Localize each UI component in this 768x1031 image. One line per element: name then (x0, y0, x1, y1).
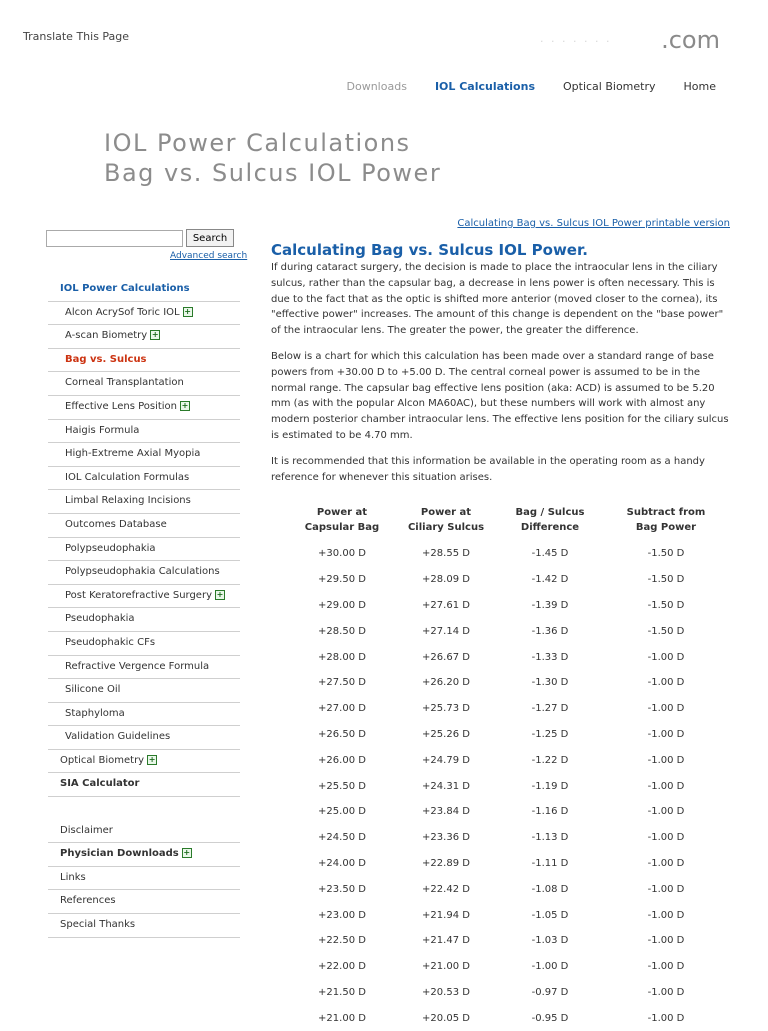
cell-difference: -1.00 D (531, 961, 569, 973)
sidebar-item-label: Validation Guidelines (65, 731, 171, 743)
nav-iol-calculations[interactable]: IOL Calculations (434, 80, 535, 93)
cell-subtract: -1.00 D (647, 703, 685, 715)
cell-sulcus-power: +27.61 D (422, 599, 470, 611)
sidebar-item-label: Limbal Relaxing Incisions (65, 495, 191, 507)
sidebar-item-staphyloma[interactable] (48, 703, 240, 727)
table-row (290, 902, 730, 928)
table-row (290, 876, 730, 902)
cell-subtract: -1.50 D (647, 574, 685, 586)
sidebar-item-disclaimer[interactable] (48, 820, 240, 844)
table-row (290, 541, 730, 567)
cell-bag-power: +22.00 D (318, 961, 366, 973)
sidebar-item-bag-vs-sulcus[interactable] (48, 349, 240, 373)
sidebar-item-refractive-vergence-formula[interactable] (48, 656, 240, 680)
sidebar-item-effective-lens-position[interactable] (48, 396, 240, 420)
cell-subtract: -1.00 D (647, 780, 685, 792)
sidebar-item-validation-guidelines[interactable] (48, 726, 240, 750)
cell-difference: -1.11 D (531, 857, 569, 869)
expand-plus-icon[interactable]: + (181, 400, 189, 410)
table-row (290, 567, 730, 593)
nav-downloads[interactable]: Downloads (346, 80, 407, 93)
cell-bag-power: +25.50 D (318, 780, 366, 792)
cell-difference: -1.08 D (531, 883, 569, 895)
cell-sulcus-power: +24.79 D (422, 754, 470, 766)
sidebar-item-label: Bag vs. Sulcus (65, 353, 147, 365)
table-row (290, 722, 730, 748)
sidebar-item-a-scan-biometry[interactable] (48, 325, 240, 349)
cell-sulcus-power: +26.67 D (422, 651, 470, 663)
header-text: Power at (420, 507, 472, 518)
paragraph-intro: If during cataract surgery, the decision is made to place the intraocular lens in the ciliary sulcus, rather than the capsular bag, a decrease in lens power is often necessary. This is due to the fact that as the optic is shifted more anterior (moved closer to the cornea), its "effective power" increases. The amount of this change is dependent on the "base power" of the intraocular lens. The greater the power, the greater the difference. (271, 262, 724, 337)
sidebar-item-label: References (60, 895, 116, 907)
sidebar-item-pseudophakic-cfs[interactable] (48, 632, 240, 656)
cell-bag-power: +28.50 D (318, 625, 366, 637)
header-text: Bag Power (635, 522, 697, 533)
sidebar-item-optical-biometry[interactable] (48, 750, 240, 774)
cell-bag-power: +24.50 D (318, 832, 366, 844)
cell-subtract: -1.00 D (647, 909, 685, 921)
sidebar-item-label: High-Extreme Axial Myopia (65, 448, 201, 460)
main-content (271, 240, 731, 495)
sidebar-item-label: Alcon AcrySof Toric IOL (65, 306, 180, 318)
page-title-line1: IOL Power Calculations (104, 129, 411, 157)
cell-bag-power: +21.50 D (318, 986, 366, 998)
cell-sulcus-power: +25.73 D (422, 703, 470, 715)
sidebar-nav (48, 278, 240, 938)
cell-bag-power: +23.00 D (318, 909, 366, 921)
article-heading: Calculating Bag vs. Sulcus IOL Power. (271, 241, 588, 259)
sidebar-item-label: Physician Downloads (60, 848, 179, 860)
cell-sulcus-power: +26.20 D (422, 677, 470, 689)
table-row (290, 980, 730, 1006)
sidebar-item-label: Post Keratorefractive Surgery (65, 589, 212, 601)
table-row (290, 928, 730, 954)
cell-bag-power: +21.00 D (318, 1012, 366, 1024)
cell-bag-power: +27.00 D (318, 703, 366, 715)
cell-subtract: -1.00 D (647, 677, 685, 689)
cell-sulcus-power: +22.89 D (422, 857, 470, 869)
sidebar-item-special-thanks[interactable] (48, 914, 240, 938)
cell-subtract: -1.00 D (647, 806, 685, 818)
header-text: Power at (316, 507, 368, 518)
cell-difference: -1.19 D (531, 780, 569, 792)
cell-subtract: -1.00 D (647, 754, 685, 766)
table-header-row (290, 505, 730, 541)
nav-optical-biometry[interactable]: Optical Biometry (563, 80, 656, 93)
cell-bag-power: +29.00 D (318, 599, 366, 611)
cell-subtract: -1.00 D (647, 986, 685, 998)
header-bag-power (290, 505, 394, 541)
cell-sulcus-power: +22.42 D (422, 883, 470, 895)
cell-bag-power: +22.50 D (318, 935, 366, 947)
sidebar-item-label: Refractive Vergence Formula (65, 660, 210, 672)
cell-subtract: -1.50 D (647, 548, 685, 560)
logo-domain-suffix: .com (661, 26, 720, 54)
sidebar-item-polypseudophakia-calculations[interactable] (48, 561, 240, 585)
cell-difference: -1.05 D (531, 909, 569, 921)
expand-plus-icon[interactable]: + (216, 589, 224, 599)
table-row (290, 825, 730, 851)
sidebar-item-alcon-acrysof-toric-iol[interactable] (48, 302, 240, 326)
nav-home[interactable]: Home (683, 80, 716, 93)
header-sulcus-power (394, 505, 498, 541)
translate-link[interactable]: Translate This Page (23, 30, 130, 43)
table-row (290, 670, 730, 696)
sidebar-item-pseudophakia[interactable] (48, 608, 240, 632)
cell-bag-power: +25.00 D (318, 806, 366, 818)
sidebar-item-label: Corneal Transplantation (65, 377, 184, 389)
sidebar-item-links[interactable] (48, 867, 240, 891)
table-row (290, 696, 730, 722)
sidebar-item-label: Pseudophakic CFs (65, 636, 156, 648)
sidebar-item-silicone-oil[interactable] (48, 679, 240, 703)
sidebar-item-label: Optical Biometry (60, 754, 145, 766)
paragraph-recommendation: It is recommended that this information be available in the operating room as a handy reference for whenever this situation arises. (271, 455, 705, 483)
sidebar-item-label: Staphyloma (65, 707, 125, 719)
cell-subtract: -1.00 D (647, 883, 685, 895)
cell-difference: -1.45 D (531, 548, 569, 560)
cell-difference: -1.22 D (531, 754, 569, 766)
cell-subtract: -1.00 D (647, 1012, 685, 1024)
logo-name-faded: · · · · · · · (540, 35, 612, 48)
table-row (290, 644, 730, 670)
header-text: Bag / Sulcus (515, 507, 585, 518)
sidebar-item-references[interactable] (48, 890, 240, 914)
page-title-line2: Bag vs. Sulcus IOL Power (104, 159, 442, 187)
sidebar-item-limbal-relaxing-incisions[interactable] (48, 490, 240, 514)
sidebar-item-label: Pseudophakia (65, 613, 135, 625)
sidebar-item-label: Outcomes Database (65, 518, 167, 530)
table-row (290, 773, 730, 799)
sidebar-item-label: A-scan Biometry (65, 330, 148, 342)
header-text: Subtract from (626, 507, 706, 518)
sidebar-item-polypseudophakia[interactable] (48, 538, 240, 562)
cell-difference: -1.25 D (531, 728, 569, 740)
sidebar-item-high-extreme-axial-myopia[interactable] (48, 443, 240, 467)
search-button[interactable]: Search (186, 229, 234, 247)
cell-sulcus-power: +21.00 D (422, 961, 470, 973)
cell-difference: -1.13 D (531, 832, 569, 844)
cell-bag-power: +23.50 D (318, 883, 366, 895)
expand-plus-icon[interactable]: + (151, 330, 159, 340)
cell-bag-power: +30.00 D (318, 548, 366, 560)
cell-bag-power: +26.00 D (318, 754, 366, 766)
table-row (290, 1005, 730, 1031)
expand-plus-icon[interactable]: + (184, 306, 191, 316)
sidebar-item-outcomes-database[interactable] (48, 514, 240, 538)
cell-difference: -1.03 D (531, 935, 569, 947)
cell-sulcus-power: +21.47 D (422, 935, 470, 947)
cell-bag-power: +26.50 D (318, 728, 366, 740)
table-row (290, 799, 730, 825)
cell-sulcus-power: +24.31 D (422, 780, 470, 792)
cell-difference: -1.33 D (531, 651, 569, 663)
sidebar-item-label: Silicone Oil (65, 684, 121, 696)
header-subtract (602, 505, 730, 541)
table-row (290, 954, 730, 980)
cell-sulcus-power: +27.14 D (422, 625, 470, 637)
table-row (290, 747, 730, 773)
expand-plus-icon[interactable]: + (148, 754, 156, 764)
sidebar-item-iol-calculation-formulas[interactable] (48, 467, 240, 491)
sidebar-item-label: Special Thanks (60, 919, 136, 931)
bag-sulcus-table (290, 505, 730, 1031)
top-navigation (347, 80, 716, 93)
cell-difference: -1.27 D (531, 703, 569, 715)
cell-sulcus-power: +20.05 D (422, 1012, 470, 1024)
cell-subtract: -1.00 D (647, 935, 685, 947)
paragraph-chart-description: Below is a chart for which this calculation has been made over a standard range of base powers from +30.00 D to +5.00 D. The central corneal power is assumed to be in the normal range. The capsular bag effective lens position (aka: ACD) is assumed to be 5.20 mm (as with the popular Alcon MA60AC), but these numbers will work with almost any modern posterior chamber intraocular lens. The effective lens position for the ciliary sulcus is estimated to be 4.70 mm. (271, 350, 729, 441)
sidebar-item-label: IOL Calculation Formulas (65, 471, 190, 483)
cell-subtract: -1.00 D (647, 832, 685, 844)
sidebar-item-label: Polypseudophakia Calculations (65, 566, 220, 578)
expand-plus-icon[interactable]: + (183, 848, 191, 858)
cell-bag-power: +28.00 D (318, 651, 366, 663)
header-text: Ciliary Sulcus (407, 522, 485, 533)
site-logo[interactable] (540, 26, 730, 56)
cell-subtract: -1.50 D (647, 625, 685, 637)
header-difference (498, 505, 602, 541)
sidebar-item-post-keratorefractive-surgery[interactable] (48, 585, 240, 609)
cell-subtract: -1.50 D (647, 599, 685, 611)
cell-subtract: -1.00 D (647, 728, 685, 740)
cell-bag-power: +29.50 D (318, 574, 366, 586)
printable-version-link[interactable]: Calculating Bag vs. Sulcus IOL Power printable version (457, 218, 730, 229)
sidebar-item-label: Links (60, 871, 86, 883)
table-row (290, 593, 730, 619)
cell-sulcus-power: +20.53 D (422, 986, 470, 998)
page-title (104, 128, 441, 188)
sidebar-item-label: Effective Lens Position (65, 400, 178, 412)
cell-difference: -1.30 D (531, 677, 569, 689)
cell-bag-power: +27.50 D (318, 677, 366, 689)
cell-difference: -1.39 D (531, 599, 569, 611)
cell-difference: -0.97 D (531, 986, 569, 998)
table-body (290, 541, 730, 1031)
sidebar-item-label: Haigis Formula (65, 424, 140, 436)
sidebar-item-label: Disclaimer (60, 824, 113, 836)
sidebar-item-physician-downloads[interactable] (48, 843, 240, 867)
sidebar-item-label: Polypseudophakia (65, 542, 156, 554)
cell-sulcus-power: +21.94 D (422, 909, 470, 921)
cell-difference: -1.36 D (531, 625, 569, 637)
cell-subtract: -1.00 D (647, 961, 685, 973)
cell-sulcus-power: +23.36 D (422, 832, 470, 844)
cell-difference: -1.42 D (531, 574, 569, 586)
cell-bag-power: +24.00 D (318, 857, 366, 869)
advanced-search-link[interactable]: Advanced search (170, 251, 248, 261)
cell-sulcus-power: +25.26 D (422, 728, 470, 740)
table-row (290, 851, 730, 877)
header-text: Difference (520, 522, 580, 533)
sidebar-spacer (48, 797, 240, 820)
header-text: Capsular Bag (304, 522, 380, 533)
search-input[interactable] (46, 230, 183, 247)
cell-sulcus-power: +28.55 D (422, 548, 470, 560)
cell-sulcus-power: +23.84 D (422, 806, 470, 818)
sidebar-item-sia-calculator[interactable] (48, 773, 240, 797)
cell-subtract: -1.00 D (647, 651, 685, 663)
cell-difference: -1.16 D (531, 806, 569, 818)
sidebar-item-corneal-transplantation[interactable] (48, 372, 240, 396)
sidebar-item-label: SIA Calculator (60, 778, 140, 790)
sidebar-item-iol-power-calculations[interactable] (48, 278, 240, 302)
sidebar-item-label: IOL Power Calculations (60, 283, 190, 294)
sidebar-item-haigis-formula[interactable] (48, 420, 240, 444)
cell-subtract: -1.00 D (647, 857, 685, 869)
cell-sulcus-power: +28.09 D (422, 574, 470, 586)
cell-difference: -0.95 D (531, 1012, 569, 1024)
table-row (290, 618, 730, 644)
